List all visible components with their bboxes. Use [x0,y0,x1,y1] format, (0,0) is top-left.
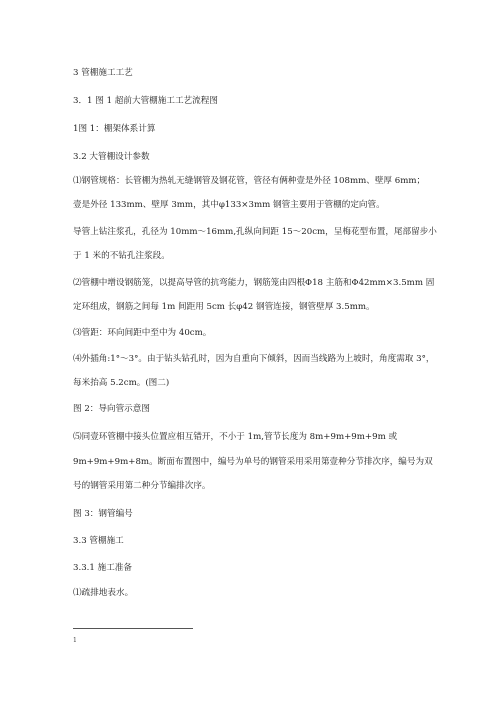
body-text-line: ⑵管棚中增设钢筋笼，以提高导管的抗弯能力，钢筋笼由四根Φ18 主筋和Φ42mm×3.5mm 固 [73,278,435,288]
body-text-line: ⑴钢管规格：长管棚为热轧无缝钢管及钢花管，管径有俩种壹是外径 108mm、壁厚 6mm； [73,176,426,186]
body-text-line: ⑷外插角:1°～3°。由于钻头钻孔时，因为自重向下倾斜，因而当线路为上坡时，角度需取 3°， [73,354,435,364]
body-text-line: 9m+9m+9m+8m。断面布置图中，编号为单号的钢管采用采用第壹种分节排次序，编号为双 [73,457,433,467]
footnote-number: 1 [73,637,77,644]
section-heading: 3 管棚施工工艺 [73,68,133,78]
body-text-line: 定环组成，钢筋之间每 1m 间距用 5cm 长φ42 钢管连接，钢管壁厚 3.5mm。 [73,302,375,312]
figure-caption: 图 3：钢管编号 [73,509,133,519]
body-text-line: ⑴疏排地表水。 [73,588,134,598]
footnote-divider [73,628,193,629]
body-text-line: ⑶管距：环向间距中至中为 40cm。 [73,328,212,338]
body-text-line: 于 1 米的不钻孔注浆段。 [73,251,170,261]
figure-caption: 图 2：导向管示意图 [73,404,150,414]
subsection-heading: 3.3.1 施工准备 [73,563,132,573]
body-text-line: ⑸同壹环管棚中接头位置应相互错开，不小于 1m,管节长度为 8m+9m+9m+9m 或 [73,432,398,442]
subsection-heading: 3.3 管棚施工 [73,536,124,546]
body-text-line: 壹是外径 133mm、壁厚 3mm，其中φ133×3mm 钢管主要用于管棚的定向管。 [73,200,385,210]
figure-caption: 3．1 图 1 超前大管棚施工工艺流程图 [73,96,218,106]
subsection-heading: 3.2 大管棚设计参数 [73,152,150,162]
body-text-line: 号的钢管采用第二种分节编排次序。 [73,481,211,491]
figure-caption: 1图 1：棚架体系计算 [73,124,156,134]
body-text-line: 导管上钻注浆孔，孔径为 10mm～16mm,孔纵向间距 15～20cm，呈梅花型布置，尾部留步小 [73,227,437,237]
body-text-line: 每米抬高 5.2cm。(图二) [73,378,170,388]
